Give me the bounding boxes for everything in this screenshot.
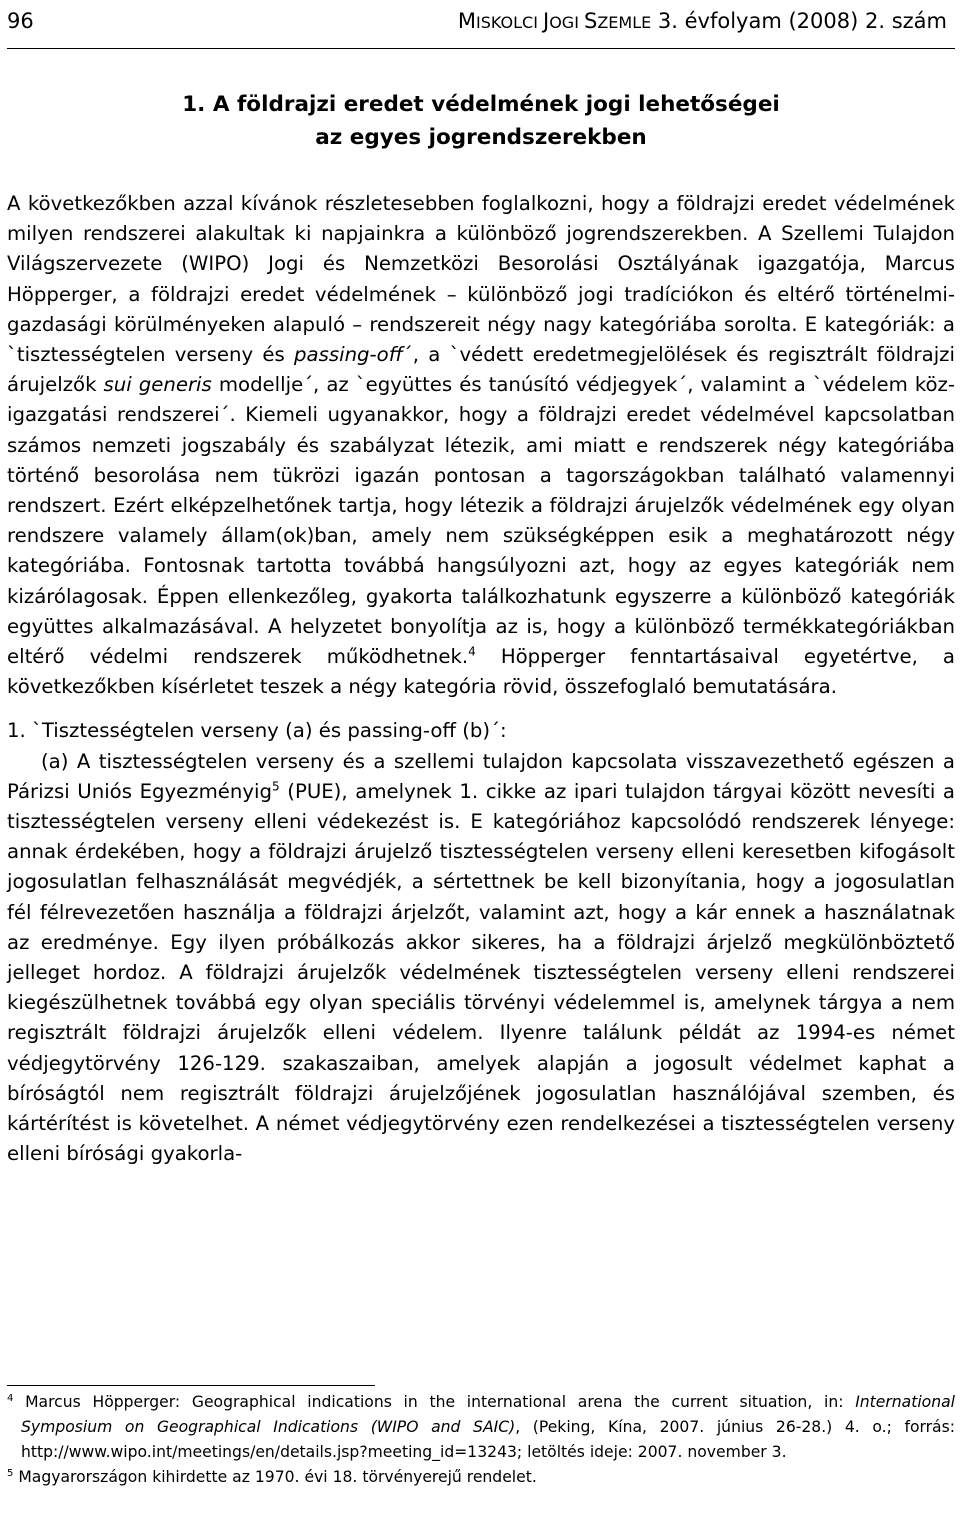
running-header xyxy=(7,0,955,49)
section-title xyxy=(7,88,955,154)
footnote-4-part-b: , (Peking, Kína, 2007. június 26-28.) 4. o.; forrás: http://www.wipo.int/meetings/en/details.jsp?meeting_id=13243; letöltés ideje: 2007. november 3. xyxy=(21,1418,955,1461)
page-number: 96 xyxy=(7,9,34,33)
paragraph-1 xyxy=(7,189,955,702)
journal-title-initial-1: M xyxy=(457,9,477,33)
footnote-4-italic: International Symposium on Geographical Indications (WIPO and SAIC) xyxy=(21,1393,955,1436)
footnote-ref-5: 5 xyxy=(272,779,280,794)
paragraph-1-italic-passing-off: passing-off xyxy=(294,343,403,367)
paragraph-2-part-b: (PUE), amelynek 1. cikke az ipari tulajdon tárgyai között nevesíti a tisztességtelen verseny elleni védekezést is. E kategóriához kapcsolódó rendszerek lényege: annak érdekében, hogy a földrajzi árujelző tisztességtelen verseny elleni keresetben kifogásolt jogosulatlan felhasználását megvédjék, a sértettnek be kell bizonyítania, hogy a jogosulatlan fél félrevezetően használja a földrajzi árjelzőt, valamint azt, hogy a kár ennek a használatnak az eredménye. Egy ilyen próbálkozás akkor sikeres, ha a földrajzi árjelző megkülönböztető jelleget hordoz. A földrajzi árujelzők védelmének tisztességtelen verseny elleni rendszerei kiegészülhetnek továbbá egy olyan speciális törvényi védelemmel is, amelynek tárgya a nem regisztrált földrajzi árujelzők elleni védelem. Ilyenre találunk példát az 1994-es német védjegytörvény 126-129. szakaszaiban, amelyek alapján a jogosult védelmet kaphat a bíróságtól nem regisztrált földrajzi árujelzőjének jogosulatlan használójával szemben, és kártérítést is követelhet. A német védjegytörvény ezen rendelkezései a tisztességtelen verseny elleni bírósági gyakorla- xyxy=(7,779,955,1166)
journal-title-initial-2: J xyxy=(543,9,550,33)
paragraph-2 xyxy=(7,747,955,1170)
footnote-4 xyxy=(7,1390,955,1465)
journal-title xyxy=(458,9,947,33)
section-title-line-2: az egyes jogrendszerekben xyxy=(315,125,647,150)
paragraph-1-part-d: Höpperger fenntartásaival egyetértve, a következőkben kísérletet teszek a négy kategória rövid, összefoglaló bemutatására. xyxy=(7,645,956,699)
paragraph-2-part-a: (a) A tisztességtelen verseny és a szellemi tulajdon kapcsolata visszavezethető egészen a Párizsi Uniós Egyezményig xyxy=(7,749,955,803)
journal-title-rest-1: ISKOLCI xyxy=(476,13,543,32)
journal-issue: 3. évfolyam (2008) 2. szám xyxy=(651,9,947,33)
footnote-ref-4: 4 xyxy=(468,644,476,659)
footnote-separator xyxy=(7,1385,375,1386)
paragraph-1-part-a: A következőkben azzal kívánok részletesebben foglalkozni, hogy a földrajzi eredet védelmének milyen rendszerei alakultak ki napjainkra a különböző jogrendszerekben. A Szellemi Tulajdon Világszervezete (WIPO) Jogi és Nemzetközi Besorolási Osztályának igazgatója, Marcus Höpperger, a földrajzi eredet védelmének – különböző jogi tradíciókon és eltérő történelmi-gazdasági körülményeken alapuló – rendszereit négy nagy kategóriába sorolta. E kategóriák: a `tisztességtelen verseny és xyxy=(7,192,955,367)
body-text xyxy=(7,189,955,1170)
footnote-5-number: 5 xyxy=(7,1467,14,1479)
footnote-5 xyxy=(7,1465,955,1490)
paragraph-1-italic-sui-generis: sui generis xyxy=(103,373,212,397)
footnotes xyxy=(7,1390,955,1490)
paragraph-1-part-c: modellje´, az `együttes és tanúsító védjegyek´, valamint a `védelem közigazgatási rendszerei´. Kiemeli ugyanakkor, hogy a földrajzi eredet védelmével kapcsolatban számos nemzeti jogszabály és szabályzat létezik, ami miatt e rendszerek négy kategóriába történő besorolása nem tükrözi igazán pontosan a tagországokban található valamennyi rendszert. Ezért elképzelhetőnek tartja, hogy létezik a földrajzi árujelzők védelmének egy olyan rendszere valamely állam(ok)ban, amely nem szükségképpen esik a meghatározott négy kategóriába. Fontosnak tartotta továbbá hangsúlyozni azt, hogy az egyes kategóriák nem kizárólagosak. Éppen ellenkezőleg, gyakorta találkozhatunk egyszerre a különböző kategóriák együttes alkalmazásával. A helyzetet bonyolítja az is, hogy a különböző termékkategóriákban eltérő védelmi rendszerek működhetnek. xyxy=(7,373,956,669)
paragraph-1-part-b: ´, a `védett eredetmegjelölések és regisztrált földrajzi árujelzők xyxy=(7,343,955,397)
list-item-1: 1. `Tisztességtelen verseny (a) és passing-off (b)´: xyxy=(7,719,507,743)
footnote-5-text: Magyarországon kihirdette az 1970. évi 18. törvényerejű rendelet. xyxy=(13,1468,537,1486)
section-title-line-1: 1. A földrajzi eredet védelmének jogi lehetőségei xyxy=(182,92,780,117)
paragraph-gap xyxy=(7,702,955,716)
footnote-4-number: 4 xyxy=(7,1392,14,1404)
journal-title-rest-2: OGI xyxy=(549,13,584,32)
footnote-4-part-a: Marcus Höpperger: Geographical indications in the international arena the current situation, in: xyxy=(13,1393,856,1411)
journal-title-initial-3: S xyxy=(584,9,598,33)
journal-title-rest-3: ZEMLE xyxy=(597,13,652,32)
